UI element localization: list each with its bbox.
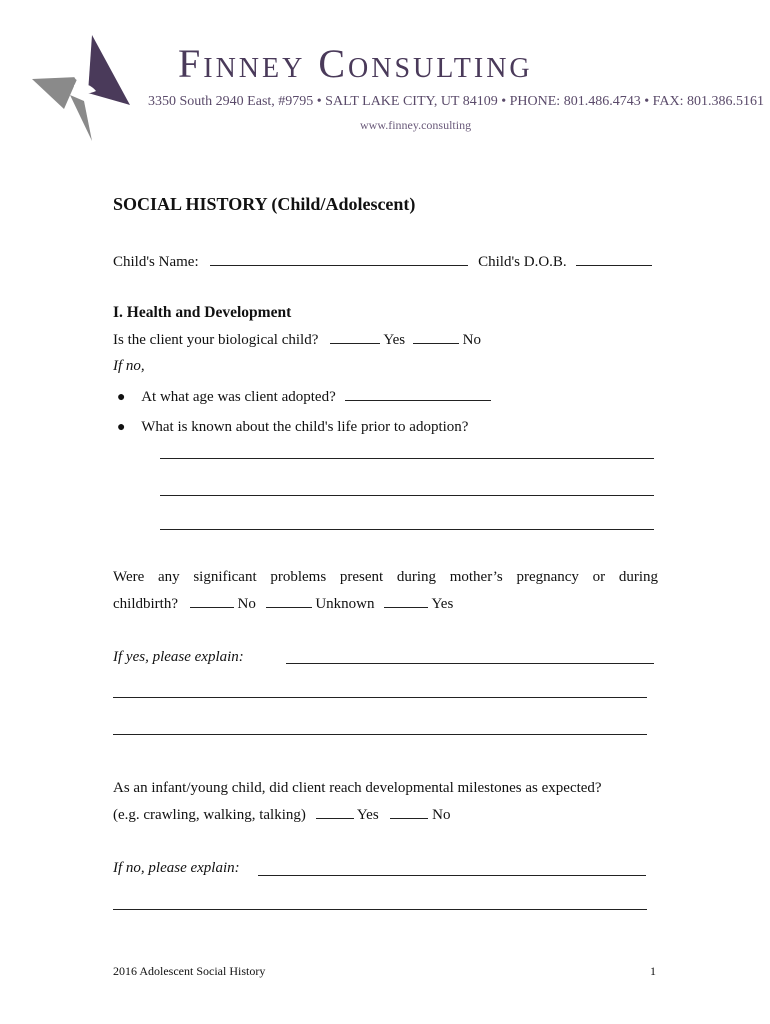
- milestones-explain-line-1[interactable]: [258, 875, 646, 876]
- question-pregnancy-line1: Were any significant problems present during mother’s pregnancy or during: [113, 569, 658, 585]
- milestones-explain-label: If no, please explain:: [113, 860, 240, 876]
- childs-name-label: Child's Name:: [113, 254, 199, 270]
- childs-name-row: [113, 254, 652, 271]
- known-life-answer-line-1[interactable]: [160, 458, 654, 459]
- childs-name-field[interactable]: [210, 264, 468, 266]
- footer-page-number: 1: [650, 964, 656, 978]
- company-address: 3350 South 2940 East, #9795 • SALT LAKE CITY, UT 84109 • PHONE: 801.486.4743 • FAX: 801.386.5161: [148, 94, 764, 109]
- known-life-answer-line-3[interactable]: [160, 529, 654, 530]
- biological-no-label: No: [462, 332, 481, 348]
- question-biological-child: [113, 332, 481, 349]
- bullet-known-life-label: What is known about the child's life prior to adoption?: [141, 419, 469, 435]
- question-milestones-line1: As an infant/young child, did client reach developmental milestones as expected?: [113, 780, 602, 796]
- pregnancy-unknown-blank[interactable]: [266, 606, 312, 608]
- pregnancy-no-blank[interactable]: [190, 606, 234, 608]
- pregnancy-explain-label: If yes, please explain:: [113, 649, 244, 665]
- bullet-icon: ●: [117, 420, 126, 435]
- section-heading-health-development: I. Health and Development: [113, 304, 292, 321]
- company-logo: [30, 33, 136, 143]
- pregnancy-explain-line-2[interactable]: [113, 697, 647, 698]
- question-pregnancy-label: childbirth?: [113, 596, 178, 612]
- company-website: www.finney.consulting: [360, 118, 472, 132]
- adopted-age-field[interactable]: [345, 399, 491, 401]
- milestones-yes-label: Yes: [356, 807, 379, 823]
- question-milestones-examples: (e.g. crawling, walking, talking): [113, 807, 306, 823]
- question-biological-label: Is the client your biological child?: [113, 332, 319, 348]
- pregnancy-yes-label: Yes: [431, 596, 454, 612]
- pregnancy-yes-blank[interactable]: [384, 606, 428, 608]
- milestones-yes-blank[interactable]: [316, 817, 354, 819]
- childs-dob-field[interactable]: [576, 264, 652, 266]
- known-life-answer-line-2[interactable]: [160, 495, 654, 496]
- biological-yes-label: Yes: [383, 332, 406, 348]
- form-title: SOCIAL HISTORY (Child/Adolescent): [113, 194, 416, 214]
- pregnancy-unknown-label: Unknown: [315, 596, 375, 612]
- company-name: Finney Consulting: [178, 41, 533, 86]
- bullet-adopted-age-label: At what age was client adopted?: [141, 389, 336, 405]
- pregnancy-explain-line-1[interactable]: [286, 663, 654, 664]
- childs-dob-label: Child's D.O.B.: [478, 254, 567, 270]
- bullet-adopted-age: [117, 389, 491, 406]
- question-pregnancy-line2: [113, 596, 453, 613]
- milestones-explain-line-2[interactable]: [113, 909, 647, 910]
- milestones-no-label: No: [432, 807, 451, 823]
- footer-document-name: 2016 Adolescent Social History: [113, 964, 266, 978]
- pregnancy-no-label: No: [237, 596, 256, 612]
- question-milestones-line2: [113, 807, 451, 824]
- pregnancy-explain-line-3[interactable]: [113, 734, 647, 735]
- biological-no-blank[interactable]: [413, 342, 459, 344]
- bullet-icon: ●: [117, 390, 126, 405]
- bullet-known-life: [117, 419, 468, 436]
- milestones-no-blank[interactable]: [390, 817, 428, 819]
- biological-yes-blank[interactable]: [330, 342, 380, 344]
- if-no-label: If no,: [113, 358, 145, 374]
